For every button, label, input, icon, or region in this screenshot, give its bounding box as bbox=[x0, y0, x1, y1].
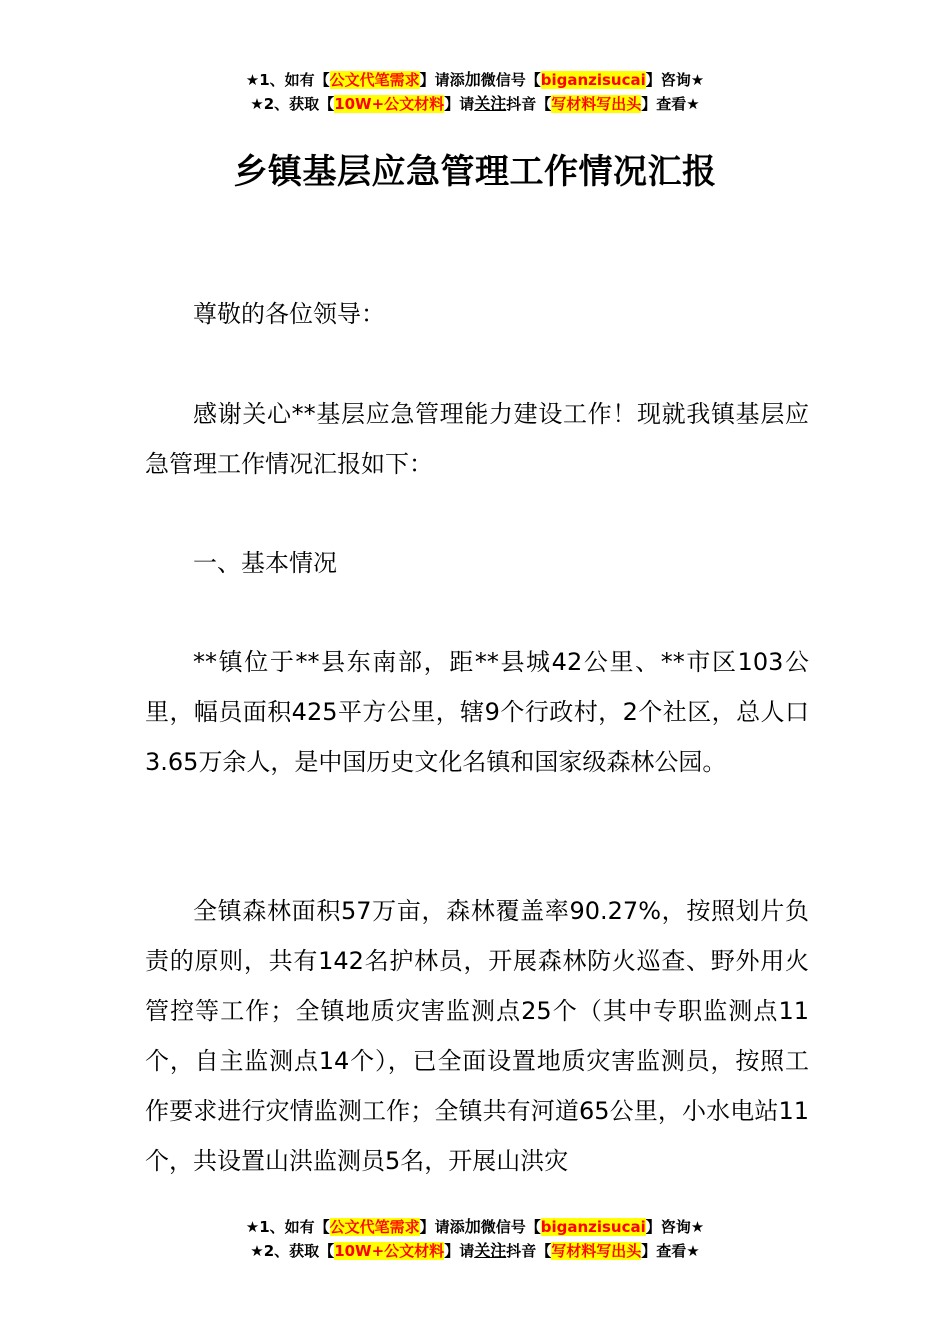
footer-banner bbox=[0, 1215, 950, 1263]
banner-highlight: 公文代笔需求 bbox=[329, 1218, 420, 1236]
banner-highlight: 公文代笔需求 bbox=[329, 71, 420, 89]
salutation-block bbox=[145, 289, 809, 339]
banner-emphasis: 加 bbox=[464, 70, 481, 89]
banner-text: 微信号【 bbox=[480, 1218, 541, 1236]
banner-line-1 bbox=[0, 1215, 950, 1239]
intro-block bbox=[145, 389, 809, 489]
banner-text: 】请添 bbox=[419, 1218, 465, 1236]
banner-douyin-id: 写材料写出头 bbox=[551, 95, 642, 113]
banner-text: ★1、如有【 bbox=[245, 71, 330, 89]
section-heading: 一、基本情况 bbox=[193, 549, 337, 577]
banner-highlight: 10W+公文材料 bbox=[334, 95, 445, 113]
banner-text: ★2、获取【 bbox=[250, 95, 335, 113]
banner-emphasis: 关注 bbox=[474, 1241, 507, 1260]
banner-emphasis: 加 bbox=[464, 1217, 481, 1236]
banner-text: ★2、获取【 bbox=[250, 1242, 335, 1260]
forest-info-block bbox=[145, 886, 809, 1186]
header-banner bbox=[0, 68, 950, 116]
banner-wechat-id: biganzisucai bbox=[540, 71, 646, 89]
banner-text: 】请 bbox=[444, 1242, 475, 1260]
banner-line-2 bbox=[0, 92, 950, 116]
banner-text: 抖音【 bbox=[506, 1242, 552, 1260]
banner-text: 】查看★ bbox=[641, 1242, 700, 1260]
banner-douyin-id: 写材料写出头 bbox=[551, 1242, 642, 1260]
paragraph-forest: 全镇森林面积57万亩，森林覆盖率90.27%，按照划片负责的原则，共有142名护林员，开展森林防火巡查、野外用火管控等工作；全镇地质灾害监测点25个（其中专职监测点11个，自主监测点14个），已全面设置地质灾害监测员，按照工作要求进行灾情监测工作；全镇共有河道65公里，小水电站11个，共设置山洪监测员5名，开展山洪灾 bbox=[145, 897, 809, 1175]
banner-text: ★1、如有【 bbox=[245, 1218, 330, 1236]
banner-text: 】咨询★ bbox=[645, 1218, 705, 1236]
banner-text: 】请添 bbox=[419, 71, 465, 89]
banner-text: 】咨询★ bbox=[645, 71, 705, 89]
basic-info-block bbox=[145, 637, 809, 787]
banner-text: 】查看★ bbox=[641, 95, 700, 113]
section-heading-block bbox=[145, 538, 809, 588]
banner-emphasis: 关注 bbox=[474, 94, 507, 113]
banner-line-1 bbox=[0, 68, 950, 92]
banner-line-2 bbox=[0, 1239, 950, 1263]
paragraph-intro: 感谢关心**基层应急管理能力建设工作！现就我镇基层应急管理工作情况汇报如下： bbox=[145, 400, 809, 478]
banner-highlight: 10W+公文材料 bbox=[334, 1242, 445, 1260]
salutation: 尊敬的各位领导： bbox=[193, 300, 385, 328]
banner-text: 抖音【 bbox=[506, 95, 552, 113]
banner-wechat-id: biganzisucai bbox=[540, 1218, 646, 1236]
document-title: 乡镇基层应急管理工作情况汇报 bbox=[233, 152, 717, 192]
banner-text: 】请 bbox=[444, 95, 475, 113]
paragraph-location: **镇位于**县东南部，距**县城42公里、**市区103公里，幅员面积425平方公里，辖9个行政村，2个社区，总人口3.65万余人，是中国历史文化名镇和国家级森林公园。 bbox=[145, 648, 809, 776]
banner-text: 微信号【 bbox=[480, 71, 541, 89]
